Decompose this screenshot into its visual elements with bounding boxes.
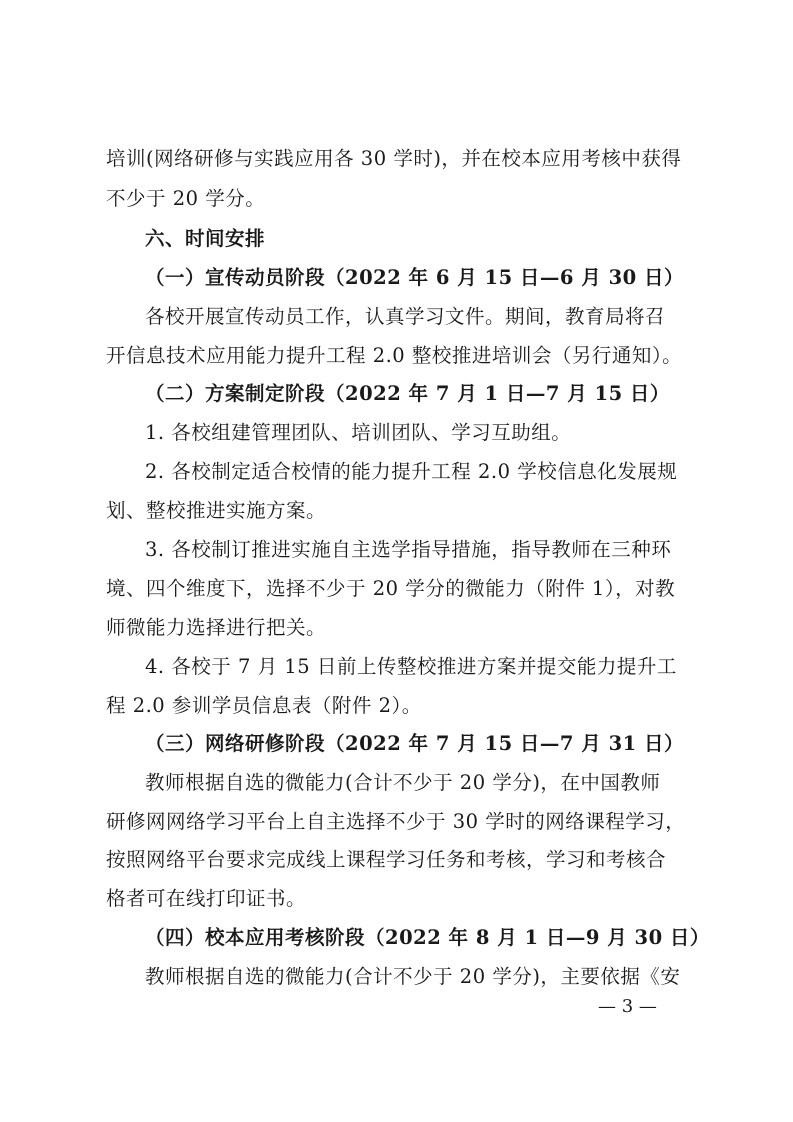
paragraph-line: 按照网络平台要求完成线上课程学习任务和考核，学习和考核合 (106, 848, 667, 871)
paragraph-line: 师微能力选择进行把关。 (106, 616, 327, 639)
list-item: 3. 各校制订推进实施自主选学指导措施，指导教师在三种环 (145, 538, 672, 561)
paragraph-line: 各校开展宣传动员工作，认真学习文件。期间，教育局将召 (145, 305, 666, 328)
paragraph-line: 划、整校推进实施方案。 (106, 499, 327, 522)
paragraph-line: 教师根据自选的微能力(合计不少于 20 学分)，主要依据《安 (145, 965, 681, 988)
list-item: 1. 各校组建管理团队、培训团队、学习互助组。 (145, 421, 572, 444)
subsection-heading: （三）网络研修阶段（2022 年 7 月 15 日—7 月 31 日） (145, 732, 684, 755)
paragraph-line: 不少于 20 学分。 (106, 187, 266, 210)
paragraph-line: 研修网网络学习平台上自主选择不少于 30 学时的网络课程学习， (106, 810, 686, 833)
paragraph-line: 培训(网络研修与实践应用各 30 学时)，并在校本应用考核中获得 (106, 147, 682, 170)
subsection-heading: （四）校本应用考核阶段（2022 年 8 月 1 日—9 月 30 日） (145, 926, 710, 949)
paragraph-line: 程 2.0 参训学员信息表（附件 2）。 (106, 694, 422, 717)
page-number: — 3 — (598, 996, 657, 1017)
paragraph-line: 境、四个维度下，选择不少于 20 学分的微能力（附件 1），对教 (106, 577, 676, 600)
list-item: 4. 各校于 7 月 15 日前上传整校推进方案并提交能力提升工 (145, 655, 677, 678)
list-item: 2. 各校制定适合校情的能力提升工程 2.0 学校信息化发展规 (145, 460, 678, 483)
paragraph-line: 教师根据自选的微能力(合计不少于 20 学分)，在中国教师 (145, 771, 661, 794)
subsection-heading: （一）宣传动员阶段（2022 年 6 月 15 日—6 月 30 日） (145, 266, 684, 289)
subsection-heading: （二）方案制定阶段（2022 年 7 月 1 日—7 月 15 日） (145, 382, 670, 405)
paragraph-line: 开信息技术应用能力提升工程 2.0 整校推进培训会（另行通知）。 (106, 344, 683, 367)
section-heading: 六、时间安排 (145, 227, 266, 250)
paragraph-line: 格者可在线打印证书。 (106, 887, 307, 910)
